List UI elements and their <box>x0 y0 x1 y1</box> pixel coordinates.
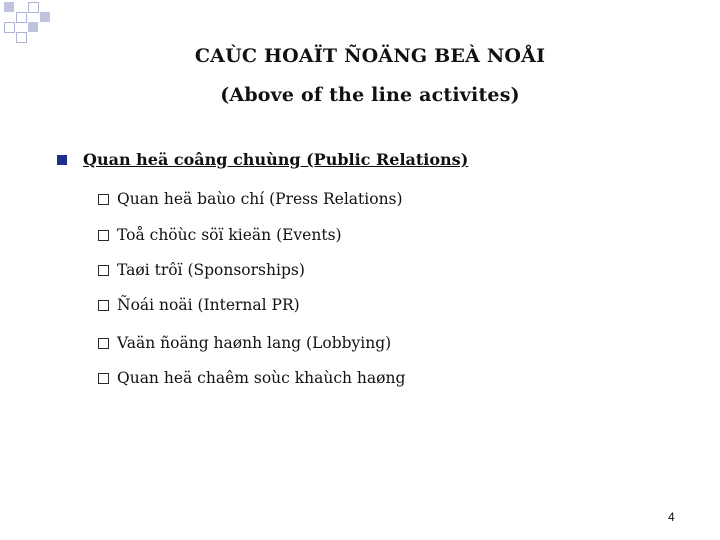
list-item <box>98 190 403 208</box>
list-item <box>98 334 391 352</box>
corner-square <box>4 22 15 33</box>
list-item <box>98 226 342 244</box>
corner-square <box>28 22 38 32</box>
corner-square <box>16 32 27 43</box>
slide-title: CAÙC HOAÏT ÑOÄNG BEÀ NOÅI <box>194 45 546 67</box>
slide-subtitle: (Above of the line activites) <box>220 84 520 106</box>
list-item-text: Quan heä chaêm soùc khaùch haøng <box>117 369 406 387</box>
corner-square <box>40 12 50 22</box>
checkbox-bullet-icon <box>98 194 109 205</box>
list-item <box>98 296 300 314</box>
square-bullet-icon <box>57 155 67 165</box>
checkbox-bullet-icon <box>98 230 109 241</box>
list-item <box>98 369 405 387</box>
checkbox-bullet-icon <box>98 338 109 349</box>
list-item-text: Taøi trôï (Sponsorships) <box>117 261 305 279</box>
list-item <box>98 261 305 279</box>
page-number: 4 <box>668 510 675 524</box>
main-bullet <box>57 150 468 169</box>
list-item-text: Vaän ñoäng haønh lang (Lobbying) <box>117 334 392 352</box>
corner-decoration <box>0 0 60 45</box>
main-bullet-text: Quan heä coâng chuùng (Public Relations) <box>83 150 469 169</box>
corner-square <box>4 2 14 12</box>
list-item-text: Quan heä baùo chí (Press Relations) <box>117 190 403 208</box>
corner-square <box>16 12 27 23</box>
list-item-text: Toå chöùc söï kieän (Events) <box>117 226 342 244</box>
corner-square <box>28 2 39 13</box>
list-item-text: Ñoái noäi (Internal PR) <box>117 296 300 314</box>
checkbox-bullet-icon <box>98 300 109 311</box>
checkbox-bullet-icon <box>98 373 109 384</box>
checkbox-bullet-icon <box>98 265 109 276</box>
